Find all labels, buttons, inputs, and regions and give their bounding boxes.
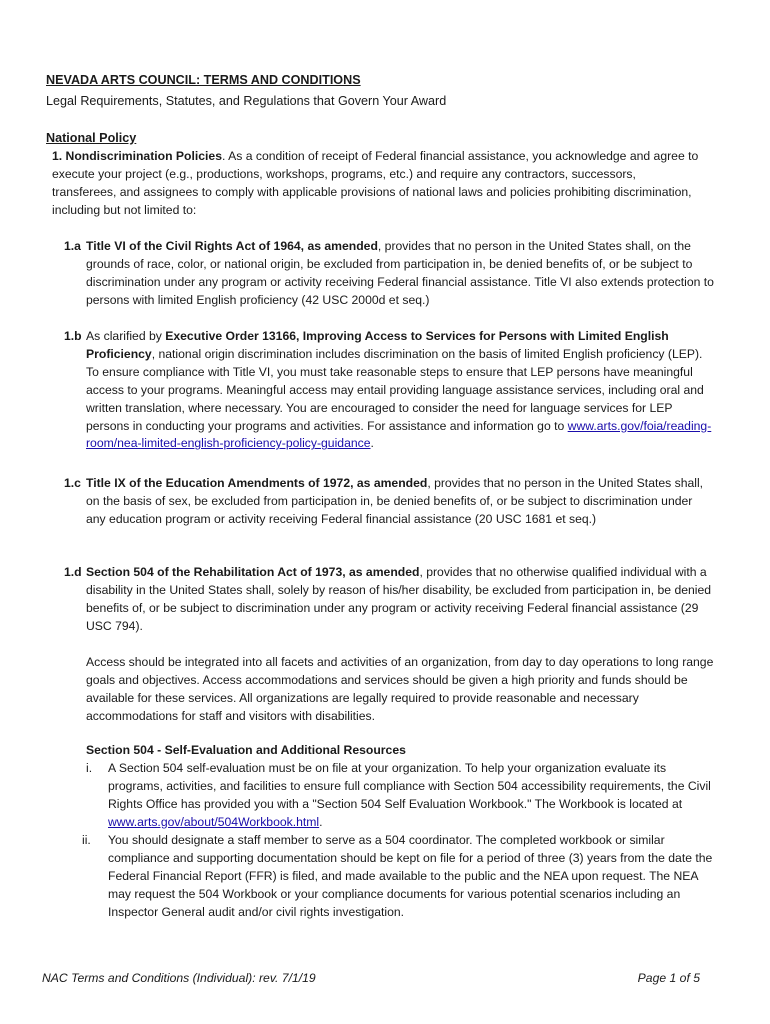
section-504-heading: Section 504 - Self-Evaluation and Additional Resources: [86, 743, 406, 757]
item-text: , provides that no otherwise qualified individual with a disability in the United States shall, solely by reason of his/her disability, be excluded from participation in, be denied benefits of, or be subject to discrimination under any program or activity receiving Federal financial assistance (29 USC 794).: [86, 565, 712, 633]
item-text: You should designate a staff member to serve as a 504 coordinator. The completed workbook or similar compliance and supporting documentation should be kept on file for a period of three (3) years from the date the Federal Financial Report (FFR) is filed, and made available to the public and the NEA upon request. The NEA may request the 504 Workbook or your compliance documents for various potential scenarios including an Inspector General audit and/or civil rights investigation.: [108, 833, 713, 919]
national-policy-heading: National Policy: [46, 131, 137, 145]
item-number: 1.b: [64, 329, 82, 343]
roman-numeral: i.: [86, 761, 93, 775]
item-tail: .: [319, 814, 323, 829]
item-tail: .: [370, 436, 374, 451]
section-504-item-ii: [82, 832, 716, 922]
policy-item-1d: [64, 564, 714, 636]
item-text: , provides that no person in the United States shall, on the grounds of race, color, or national origin, be excluded from participation in, be denied benefits of, or be subject to discrimination under any program or activity receiving Federal financial assistance. Title VI also extends protection to persons with limited English proficiency (42 USC 2000d et seq.): [86, 239, 714, 307]
item-text: A Section 504 self-evaluation must be on file at your organization. To help your organization evaluate its programs, activities, and facilities to ensure full compliance with Section 504 accessibility requirements, the Civil Rights Office has provided you with a "Section 504 Self Evaluation Workbook." The Workbook is located at: [108, 761, 711, 811]
lep-guidance-link[interactable]: www.arts.gov/foia/reading-room/nea-limited-english-proficiency-policy-guidance: [86, 418, 712, 451]
footer-revision: NAC Terms and Conditions (Individual): rev. 7/1/19: [42, 971, 316, 985]
section-504-item-i: [86, 760, 716, 832]
footer-page-number: Page 1 of 5: [637, 971, 700, 985]
policy-item-1a: [64, 238, 714, 310]
item-text: , national origin discrimination includes discrimination on the basis of limited English proficiency (LEP). To ensure compliance with Title VI, you must take reasonable steps to ensure that LEP persons have meaningful access to your programs. Meaningful access may entail providing language assistance services, including oral and written translation, where necessary. You are encouraged to consider the need for language services for LEP persons in conducting your programs and activities. For assistance and information go to: [86, 346, 704, 433]
document-title: NEVADA ARTS COUNCIL: TERMS AND CONDITIONS: [46, 73, 361, 87]
item-text: , provides that no person in the United States shall, on the basis of sex, be excluded from participation in, be denied benefits of, or be subject to discrimination under any education program or activity receiving Federal financial assistance (20 USC 1681 et seq.): [86, 476, 704, 526]
policy-item-1c: [64, 475, 714, 529]
item-pre-text: As clarified by: [86, 329, 166, 343]
nondiscrimination-lead: 1. Nondiscrimination Policies: [52, 149, 222, 163]
item-number: 1.c: [64, 476, 81, 490]
item-statute: Section 504 of the Rehabilitation Act of 1973, as amended: [86, 565, 420, 579]
document-subtitle: Legal Requirements, Statutes, and Regulations that Govern Your Award: [46, 94, 447, 108]
nondiscrimination-text: . As a condition of receipt of Federal financial assistance, you acknowledge and agree to execute your project (e.g., productions, workshops, programs, etc.) and require any contractors, successors, transferees, and assignees to comply with applicable provisions of national laws and policies prohibiting discrimination, including but not limited to:: [52, 149, 699, 217]
policy-item-1b: [64, 328, 714, 453]
504-workbook-link[interactable]: www.arts.gov/about/504Workbook.html: [108, 814, 320, 829]
roman-numeral: ii.: [82, 833, 91, 847]
item-number: 1.a: [64, 239, 81, 253]
item-number: 1.d: [64, 565, 82, 579]
access-paragraph: Access should be integrated into all facets and activities of an organization, from day to day operations to long range goals and objectives. Access accommodations and services should be given a high priority and funds should be available for these services. All organizations are legally required to provide reasonable and necessary accommodations for staff and visitors with disabilities.: [86, 655, 714, 723]
nondiscrimination-paragraph: [52, 148, 702, 220]
item-statute: Title VI of the Civil Rights Act of 1964, as amended: [86, 239, 378, 253]
item-statute: Title IX of the Education Amendments of 1972, as amended: [86, 476, 428, 490]
item-statute: Executive Order 13166, Improving Access to Services for Persons with Limited English Proficiency: [86, 329, 669, 361]
